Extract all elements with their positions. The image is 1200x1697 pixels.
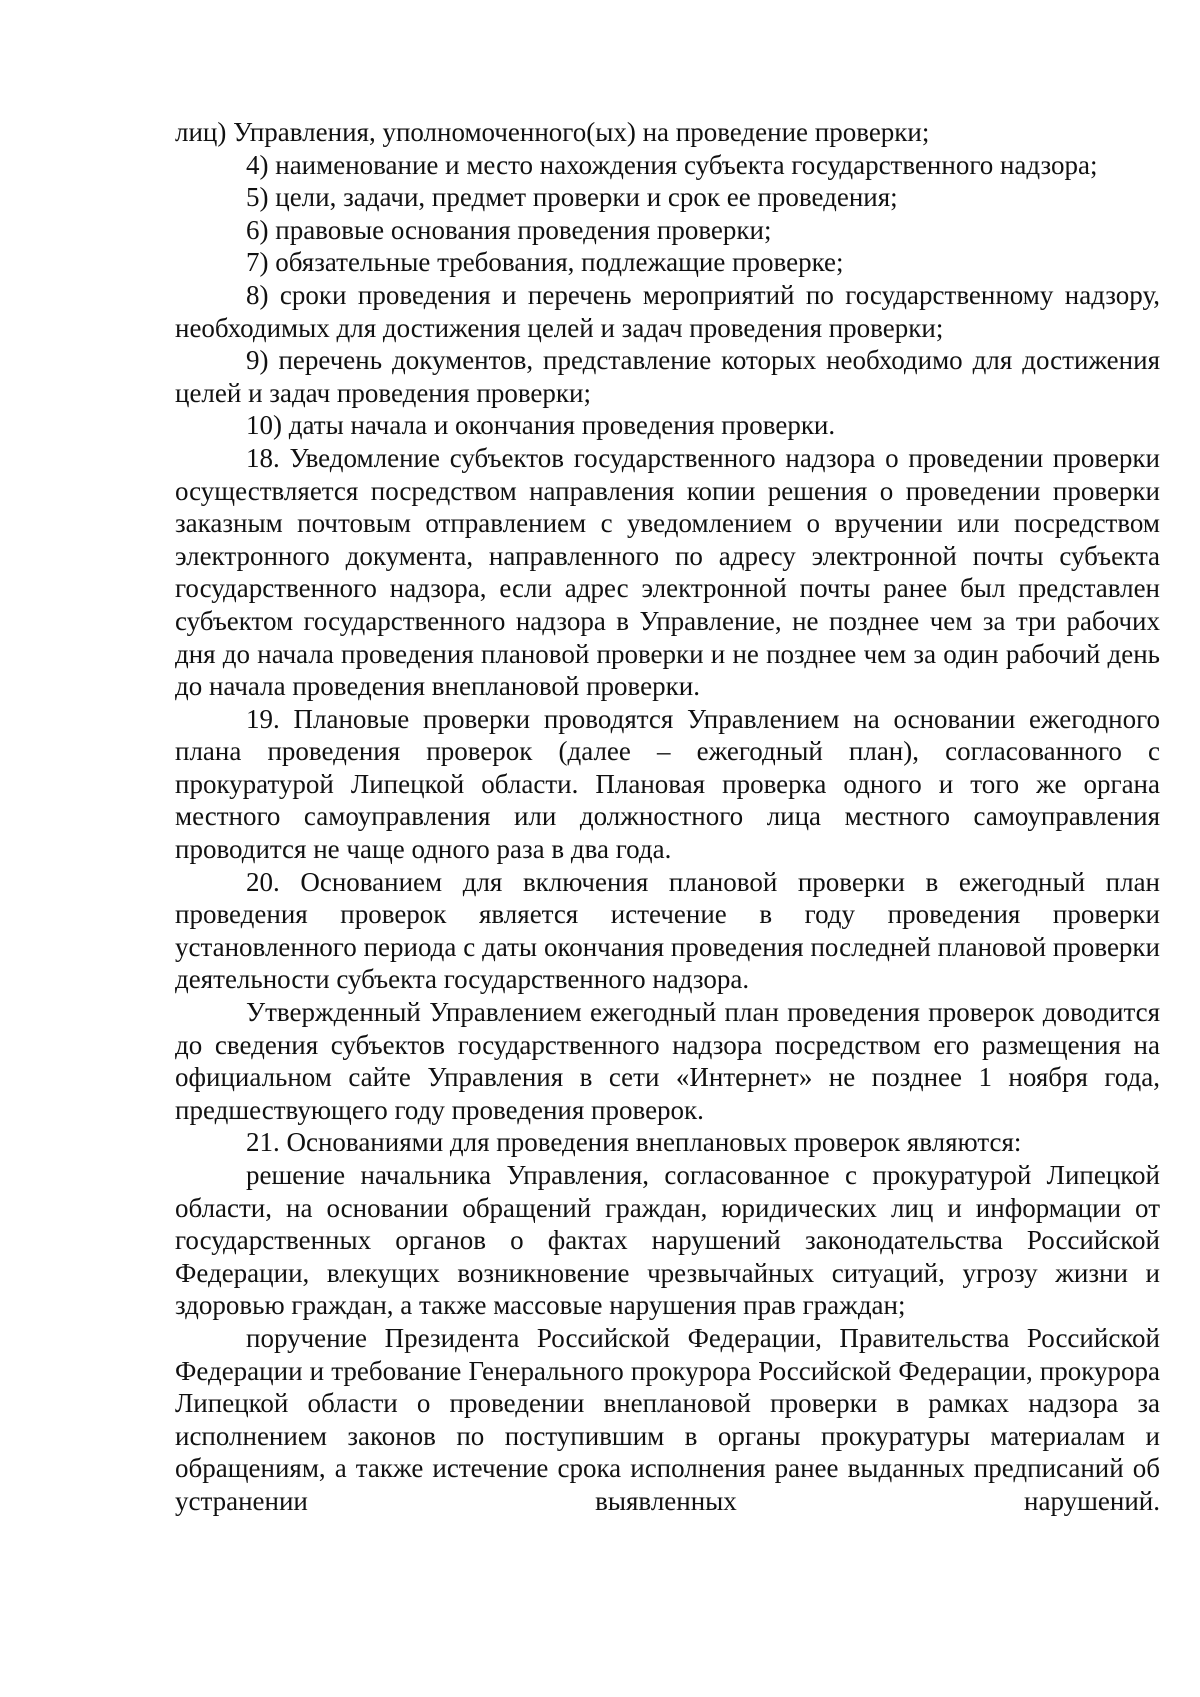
paragraph: 8) сроки проведения и перечень мероприятий по государственному надзору, необходимых для достижения целей и задач проведения проверки;	[175, 279, 1160, 343]
paragraph: 9) перечень документов, представление которых необходимо для достижения целей и задач проведения проверки;	[175, 345, 1160, 408]
paragraph: 19. Плановые проверки проводятся Управлением на основании ежегодного плана проведения проверок (далее – ежегодный план), согласованного с прокуратурой Липецкой области. Плановая проверка одного и того же органа местного самоуправления или должностного лица местного самоуправления проводится не чаще одного раза в два года.	[175, 703, 1160, 865]
paragraph: поручение Президента Российской Федерации, Правительства Российской Федерации и требование Генерального прокурора Российской Федерации, прокурора Липецкой области о проведении внеплановой проверки в рамках надзора за исполнением законов по поступившим в органы прокуратуры материалам и обращениям, а также истечение срока исполнения ранее выданных предписаний об устранении выявленных нарушений.	[175, 1322, 1160, 1516]
paragraph: 21. Основаниями для проведения внеплановых проверок являются:	[246, 1127, 1022, 1158]
document-body	[175, 116, 1160, 1518]
paragraph: 5) цели, задачи, предмет проверки и срок ее проведения;	[246, 182, 898, 213]
paragraph: 10) даты начала и окончания проведения проверки.	[246, 410, 836, 441]
paragraph: 6) правовые основания проведения проверки;	[246, 214, 772, 245]
paragraph: решение начальника Управления, согласованное с прокуратурой Липецкой области, на основании обращений граждан, юридических лиц и информации от государственных органов о фактах нарушений законодательства Российской Федерации, влекущих возникновение чрезвычайных ситуаций, угрозу жизни и здоровью граждан, а также массовые нарушения прав граждан;	[175, 1160, 1160, 1321]
paragraph: 4) наименование и место нахождения субъекта государственного надзора;	[246, 149, 1098, 180]
paragraph: Утвержденный Управлением ежегодный план проведения проверок доводится до сведения субъектов государственного надзора посредством его размещения на официальном сайте Управления в сети «Интернет» не позднее 1 ноября года, предшествующего году проведения проверок.	[175, 997, 1160, 1125]
paragraph: 18. Уведомление субъектов государственного надзора о проведении проверки осуществляется посредством направления копии решения о проведении проверки заказным почтовым отправлением с уведомлением о вручении или посредством электронного документа, направленного по адресу электронной почты субъекта государственного надзора, если адрес электронной почты ранее был представлен субъектом государственного надзора в Управление, не позднее чем за три рабочих дня до начала проведения плановой проверки и не позднее чем за один рабочий день до начала проведения внеплановой проверки.	[175, 442, 1160, 702]
paragraph: 20. Основанием для включения плановой проверки в ежегодный план проведения проверок является истечение в году проведения проверки установленного периода с даты окончания проведения последней плановой проверки деятельности субъекта государственного надзора.	[175, 866, 1160, 995]
paragraph: 7) обязательные требования, подлежащие проверке;	[246, 247, 844, 278]
paragraph: лиц) Управления, уполномоченного(ых) на проведение проверки;	[175, 117, 930, 147]
